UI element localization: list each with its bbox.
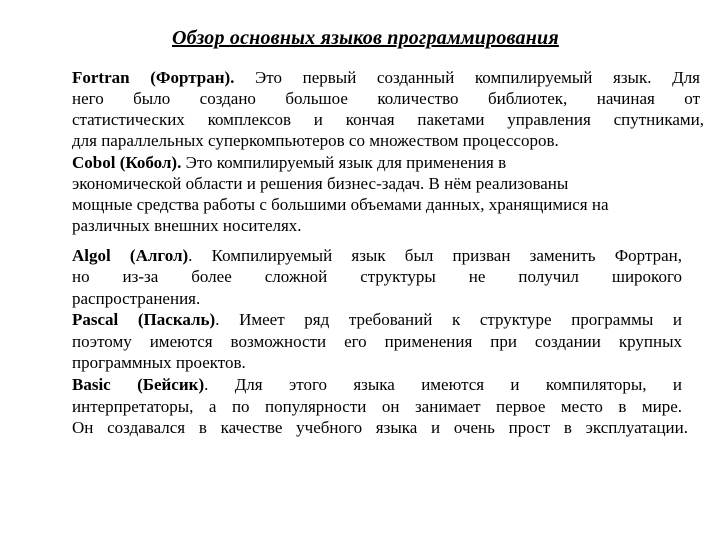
paragraph-line: для параллельных суперкомпьютеров со множеством процессоров. [72, 131, 559, 150]
term-basic: Basic (Бейсик) [72, 375, 205, 394]
line-text: Это первый созданный компилируемый язык. Для [234, 68, 701, 87]
paragraph-line [72, 67, 700, 88]
paragraph-line: него было создано большое количество библиотек, начиная от [72, 89, 700, 108]
line-text: . Имеет ряд требований к структуре программы и [215, 310, 682, 329]
term-fortran: Fortran (Фортран). [72, 68, 235, 87]
paragraph-line: экономической области и решения бизнес-задач. В нём реализованы [72, 174, 569, 193]
term-algol: Algol (Алгол) [72, 246, 189, 265]
slide-title: Обзор основных языков программирования [172, 27, 559, 49]
paragraph-line [72, 309, 682, 330]
paragraph-line: различных внешних носителях. [72, 216, 302, 235]
term-pascal: Pascal (Паскаль) [72, 310, 216, 329]
paragraph-line [72, 152, 592, 173]
paragraph-line: мощные средства работы с большими объемами данных, хранящимися на [72, 195, 609, 214]
paragraph-line: распространения. [72, 289, 201, 308]
term-cobol: Cobol (Кобол). [72, 153, 182, 172]
line-text: . Для этого языка имеются и компиляторы, и [204, 375, 682, 394]
paragraph-line: поэтому имеются возможности его применения при создании крупных [72, 332, 682, 351]
paragraph-line: но из-за более сложной структуры не получил широкого [72, 267, 682, 286]
line-text: . Компилируемый язык был призван заменить Фортран, [188, 246, 682, 265]
paragraph-line: статистических комплексов и кончая пакетами управления спутниками, [72, 110, 704, 129]
line-text: Это компилируемый язык для применения в [181, 153, 507, 172]
paragraph-line: программных проектов. [72, 353, 246, 372]
paragraph-line: Он создавался в качестве учебного языка и очень прост в эксплуатации. [72, 418, 688, 437]
paragraph-line [72, 374, 682, 395]
paragraph-line: интерпретаторы, а по популярности он занимает первое место в мире. [72, 397, 682, 416]
paragraph-line [72, 245, 682, 266]
